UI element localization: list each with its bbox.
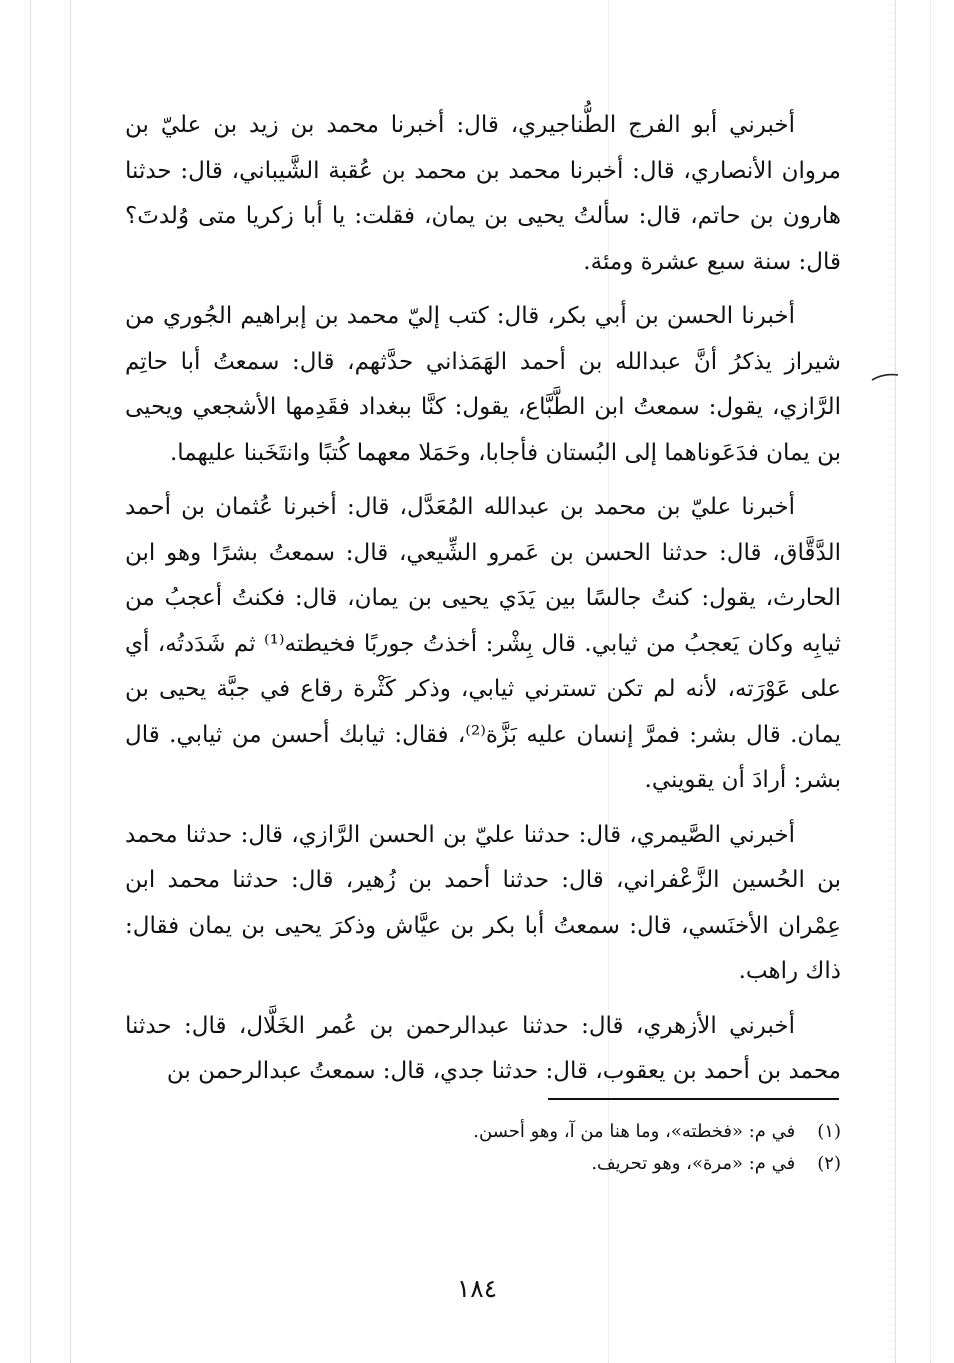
scan-guide-line	[930, 0, 931, 1363]
footnote-number: (١)	[817, 1121, 841, 1142]
paragraph-4: أخبرني الصَّيمري، قال: حدثنا عليّ بن الحسن الرَّازي، قال: حدثنا محمد بن الحُسين الزَّعْفراني، قال: حدثنا أحمد بن زُهير، قال: حدثنا محمد ابن عِمْران الأخنَسي، قال: سمعتُ أبا بكر بن عيَّاش وذكرَ يحيى بن يمان فقال: ذاك راهب.	[125, 821, 841, 984]
main-text	[125, 103, 841, 1104]
footnote-text: في م: «فخطته»، وما هنا من آ، وهو أحسن.	[473, 1121, 796, 1142]
footnote-1	[300, 1116, 841, 1148]
footnote-number: (٢)	[817, 1153, 841, 1174]
scan-guide-line	[30, 0, 31, 1363]
page-number: ١٨٤	[456, 1274, 498, 1303]
margin-pen-mark	[870, 372, 900, 382]
footnote-separator	[548, 1098, 839, 1100]
paragraph-1: أخبرني أبو الفرج الطُّناجيري، قال: أخبرنا محمد بن زيد بن عليّ بن مروان الأنصاري، قال: أخبرنا محمد بن محمد بن عُقبة الشَّيباني، قال: حدثنا هارون بن حاتم، قال: سألتُ يحيى بن يمان، فقلت: يا أبا زكريا متى وُلدتَ؟ قال: سنة سبع عشرة ومئة.	[125, 112, 841, 275]
footnote-text: في م: «مرة»، وهو تحريف.	[591, 1153, 796, 1174]
footnote-2	[300, 1148, 841, 1180]
footnotes	[300, 1116, 841, 1180]
scan-guide-line	[70, 0, 71, 1363]
paragraph-5: أخبرني الأزهري، قال: حدثنا عبدالرحمن بن عُمر الخَلَّال، قال: حدثنا محمد بن أحمد بن يعقوب، قال: حدثنا جدي، قال: سمعتُ عبدالرحمن بن	[125, 1012, 841, 1084]
paragraph-3: أخبرنا عليّ بن محمد بن عبدالله المُعَدَّل، قال: أخبرنا عُثمان بن أحمد الدَّقَّاق، قال: حدثنا الحسن بن عَمرو الشِّيعي، قال: سمعتُ بشرًا وهو ابن الحارث، يقول: كنتُ جالسًا بين يَدَي يحيى بن يمان، قال: فكنتُ أعجبُ من ثيابِه وكان يَعجبُ من ثيابي. قال بِشْر: أخذتُ جوربًا فخيطته⁽¹⁾ ثم شَدَدتُه، أي على عَوْرَته، لأنه لم تكن تسترني ثيابي، وذكر كَثْرة رقاع في جبَّة يحيى بن يمان. قال بشر: فمرَّ إنسان عليه بَزَّة⁽²⁾، فقال: ثيابك أحسن من ثيابي. قال بشر: أرادَ أن يقويني.	[125, 494, 841, 793]
scan-guide-line	[895, 0, 896, 1363]
paragraph-2: أخبرنا الحسن بن أبي بكر، قال: كتب إليّ محمد بن إبراهيم الجُوري من شيراز يذكرُ أنَّ عبدالله بن أحمد الهَمَذاني حدَّثهم، قال: سمعتُ أبا حاتِم الرَّازي، يقول: سمعتُ ابن الطَّبَّاع، يقول: كنَّا ببغداد فقَدِمها الأشجعي ويحيى بن يمان فدَعَوناهما إلى البُستان فأجابا، وحَمَلا معهما كُتبًا وانتَخَبنا عليهما.	[125, 303, 841, 466]
